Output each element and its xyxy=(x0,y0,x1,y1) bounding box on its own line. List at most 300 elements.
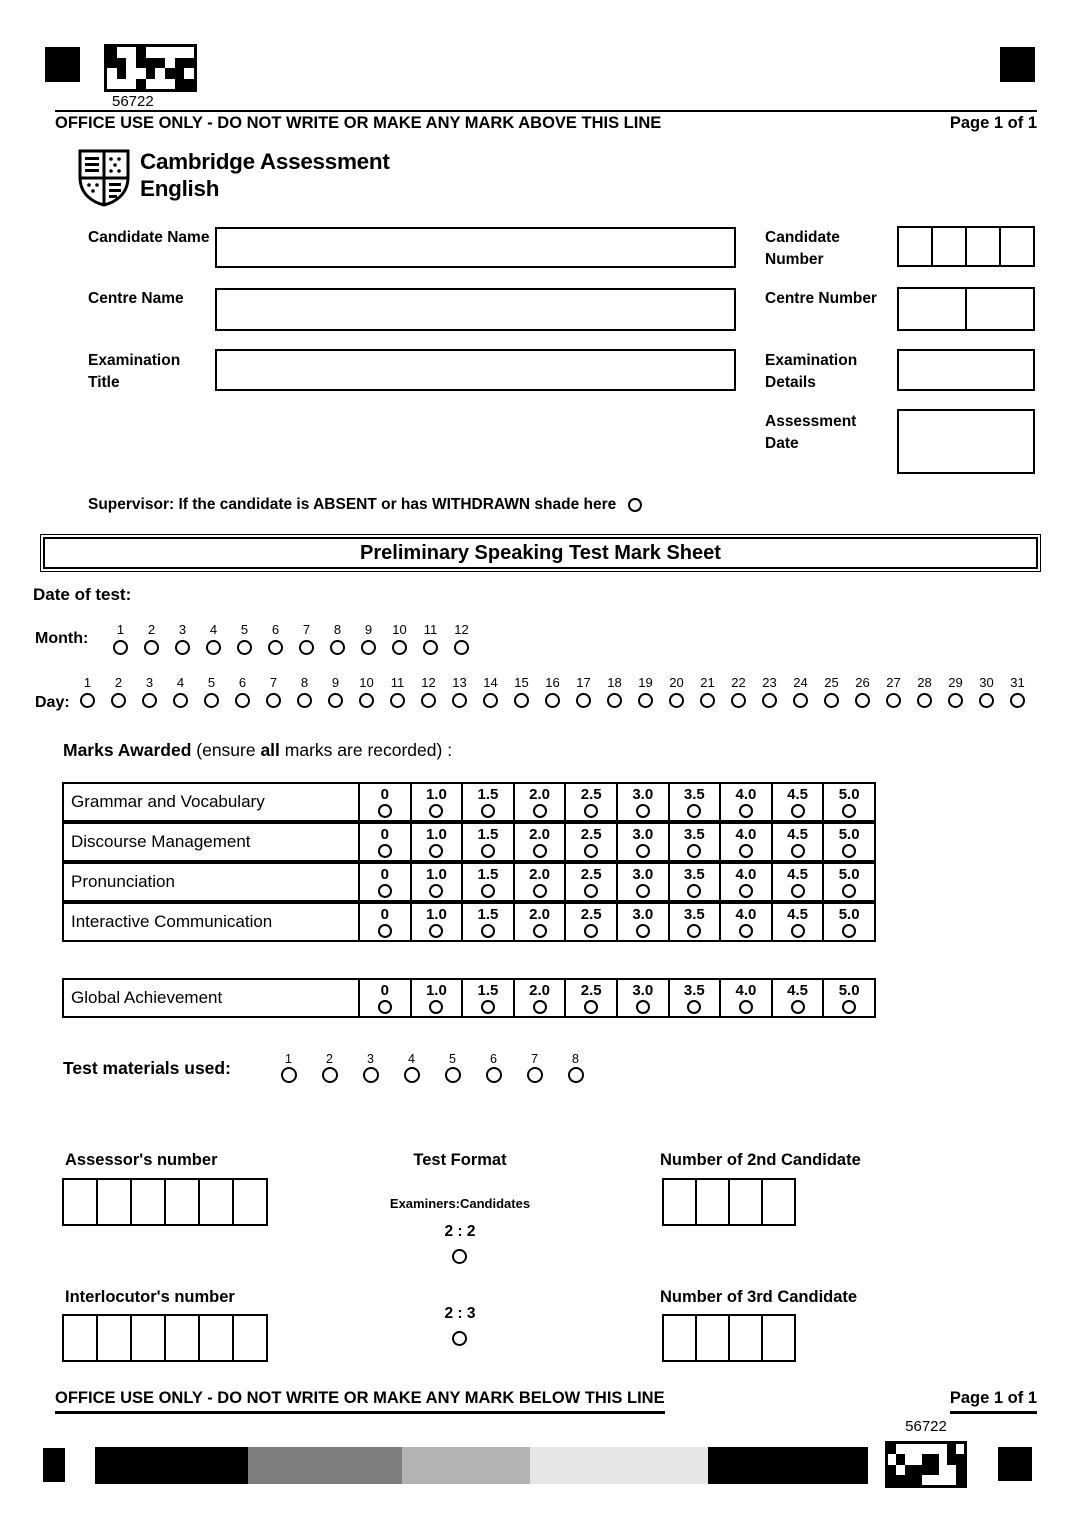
mark-value-label: 0 xyxy=(380,785,389,803)
assessor-number-grid xyxy=(62,1178,268,1226)
form-title-banner xyxy=(40,534,1041,572)
month-bubble[interactable] xyxy=(299,640,314,655)
day-option xyxy=(506,676,537,708)
office-use-top-row xyxy=(55,114,1037,133)
mark-bubble[interactable] xyxy=(687,924,701,938)
mark-bubble[interactable] xyxy=(687,1000,701,1014)
format-2-3-bubble[interactable] xyxy=(452,1331,467,1346)
grayscale-segment xyxy=(43,1448,65,1482)
month-number-label: 6 xyxy=(271,622,280,637)
mark-value-label: 2.5 xyxy=(580,825,602,843)
assessment-date-box[interactable] xyxy=(897,409,1035,474)
day-option xyxy=(754,676,785,708)
centre-number-cell[interactable] xyxy=(967,289,1033,329)
mark-option xyxy=(566,824,618,860)
day-bubble[interactable] xyxy=(979,693,994,708)
mark-bubble[interactable] xyxy=(791,884,805,898)
barcode-module xyxy=(155,79,165,90)
month-bubble[interactable] xyxy=(361,640,376,655)
mark-option xyxy=(670,980,722,1016)
mark-bubble[interactable] xyxy=(739,1000,753,1014)
form-code-top: 56722 xyxy=(112,93,154,110)
day-option xyxy=(134,676,165,708)
barcode-module xyxy=(126,58,136,69)
assessor-number-cell[interactable] xyxy=(234,1180,266,1224)
day-bubble[interactable] xyxy=(297,693,312,708)
barcode-module xyxy=(107,68,117,79)
mark-option xyxy=(412,824,464,860)
centre-name-box[interactable] xyxy=(215,288,736,331)
day-option xyxy=(227,676,258,708)
mark-value-label: 1.5 xyxy=(477,981,499,999)
month-bubble[interactable] xyxy=(144,640,159,655)
day-number-label: 11 xyxy=(390,675,405,690)
barcode-module xyxy=(155,68,165,79)
month-option xyxy=(105,623,136,655)
barcode-module xyxy=(117,79,127,90)
mark-value-label: 3.0 xyxy=(632,825,654,843)
month-bubble[interactable] xyxy=(392,640,407,655)
interlocutor-number-cell[interactable] xyxy=(166,1316,200,1360)
mark-option xyxy=(412,904,464,940)
month-bubble[interactable] xyxy=(423,640,438,655)
mark-bubble[interactable] xyxy=(429,804,443,818)
mark-bubble[interactable] xyxy=(533,884,547,898)
test-material-bubble[interactable] xyxy=(363,1067,379,1083)
day-bubble[interactable] xyxy=(638,693,653,708)
assessor-number-cell[interactable] xyxy=(98,1180,132,1224)
interlocutor-number-cell[interactable] xyxy=(132,1316,166,1360)
day-bubble[interactable] xyxy=(669,693,684,708)
barcode-module xyxy=(117,68,127,79)
criterion-label: Pronunciation xyxy=(64,864,360,900)
barcode-module xyxy=(184,79,194,90)
day-number-label: 24 xyxy=(793,675,808,690)
day-number-label: 14 xyxy=(483,675,498,690)
candidate-number-cell[interactable] xyxy=(899,228,933,265)
day-number-label: 18 xyxy=(607,675,622,690)
format-2-2-bubble[interactable] xyxy=(452,1249,467,1264)
mark-value-label: 1.5 xyxy=(477,865,499,883)
mark-bubble[interactable] xyxy=(584,924,598,938)
month-bubble[interactable] xyxy=(175,640,190,655)
barcode-module xyxy=(175,79,185,90)
second-candidate-number-label: Number of 2nd Candidate xyxy=(660,1151,861,1169)
third-candidate-number-cell[interactable] xyxy=(763,1316,794,1360)
mark-bubble[interactable] xyxy=(791,844,805,858)
day-bubble[interactable] xyxy=(824,693,839,708)
mark-bubble[interactable] xyxy=(791,804,805,818)
day-bubble[interactable] xyxy=(111,693,126,708)
mark-value-label: 3.5 xyxy=(683,785,705,803)
second-candidate-number-grid xyxy=(662,1178,796,1226)
barcode-module xyxy=(165,47,175,58)
day-bubble[interactable] xyxy=(793,693,808,708)
mark-value-label: 3.0 xyxy=(632,905,654,923)
mark-bubble[interactable] xyxy=(378,844,392,858)
day-number-label: 17 xyxy=(576,675,591,690)
day-bubble[interactable] xyxy=(731,693,746,708)
test-material-option xyxy=(350,1052,391,1083)
mark-value-label: 2.0 xyxy=(529,905,550,923)
mark-bubble[interactable] xyxy=(842,844,856,858)
mark-option xyxy=(515,824,567,860)
mark-bubble[interactable] xyxy=(481,844,495,858)
day-number-label: 28 xyxy=(917,675,932,690)
barcode-grid xyxy=(104,44,197,92)
mark-option xyxy=(515,904,567,940)
month-option xyxy=(229,623,260,655)
third-candidate-number-cell[interactable] xyxy=(697,1316,730,1360)
day-number-label: 5 xyxy=(207,675,216,690)
mark-bubble[interactable] xyxy=(842,884,856,898)
registration-square-bottom-right xyxy=(998,1447,1032,1481)
second-candidate-number-cell[interactable] xyxy=(697,1180,730,1224)
day-number-label: 6 xyxy=(238,675,247,690)
mark-bubble[interactable] xyxy=(842,1000,856,1014)
examination-title-label: Examination Title xyxy=(88,352,181,392)
test-material-bubble[interactable] xyxy=(445,1067,461,1083)
mark-value-label: 4.5 xyxy=(787,785,808,803)
barcode-module xyxy=(126,68,136,79)
interlocutor-number-cell[interactable] xyxy=(98,1316,132,1360)
mark-option xyxy=(515,864,567,900)
candidate-name-label: Candidate Name xyxy=(88,229,210,246)
mark-value-label: 4.5 xyxy=(787,865,808,883)
mark-option xyxy=(618,980,670,1016)
day-bubble[interactable] xyxy=(483,693,498,708)
mark-bubble[interactable] xyxy=(378,1000,392,1014)
supervisor-row xyxy=(88,496,642,514)
mark-value-label: 2.0 xyxy=(529,785,550,803)
day-bubble[interactable] xyxy=(855,693,870,708)
day-bubble[interactable] xyxy=(1010,693,1025,708)
grayscale-segment xyxy=(530,1447,708,1484)
grayscale-segment xyxy=(402,1447,530,1484)
mark-bubble[interactable] xyxy=(481,804,495,818)
month-option xyxy=(322,623,353,655)
test-material-bubble[interactable] xyxy=(281,1067,297,1083)
marks-heading-all: all xyxy=(260,740,280,760)
mark-bubble[interactable] xyxy=(533,804,547,818)
test-material-bubble[interactable] xyxy=(404,1067,420,1083)
marks-awarded-table xyxy=(62,782,876,942)
mark-option xyxy=(412,784,464,820)
second-candidate-number-cell[interactable] xyxy=(763,1180,794,1224)
examination-title-box[interactable] xyxy=(215,349,736,391)
day-bubble[interactable] xyxy=(359,693,374,708)
mark-bubble[interactable] xyxy=(378,924,392,938)
mark-option xyxy=(618,784,670,820)
criterion-label: Discourse Management xyxy=(64,824,360,860)
barcode-module xyxy=(136,47,146,58)
mark-value-label: 3.0 xyxy=(632,981,654,999)
month-number-label: 12 xyxy=(454,622,469,637)
day-bubble[interactable] xyxy=(421,693,436,708)
mark-value-label: 4.0 xyxy=(735,865,757,883)
mark-option xyxy=(670,864,722,900)
month-number-label: 1 xyxy=(116,622,125,637)
mark-bubble[interactable] xyxy=(429,1000,443,1014)
mark-bubble[interactable] xyxy=(842,924,856,938)
day-number-label: 30 xyxy=(979,675,994,690)
month-option xyxy=(136,623,167,655)
test-material-bubble[interactable] xyxy=(527,1067,543,1083)
test-material-number-label: 7 xyxy=(531,1052,538,1066)
day-bubble[interactable] xyxy=(173,693,188,708)
mark-bubble[interactable] xyxy=(429,924,443,938)
barcode-module xyxy=(175,68,185,79)
mark-bubble[interactable] xyxy=(636,804,650,818)
mark-bubble[interactable] xyxy=(429,884,443,898)
mark-option xyxy=(463,784,515,820)
mark-bubble[interactable] xyxy=(739,884,753,898)
mark-bubble[interactable] xyxy=(687,844,701,858)
month-option xyxy=(167,623,198,655)
month-bubble[interactable] xyxy=(113,640,128,655)
second-candidate-number-cell[interactable] xyxy=(730,1180,763,1224)
logo-line1: Cambridge Assessment xyxy=(140,149,390,174)
day-number-label: 3 xyxy=(145,675,154,690)
mark-bubble[interactable] xyxy=(481,924,495,938)
day-bubble[interactable] xyxy=(266,693,281,708)
month-bubble[interactable] xyxy=(268,640,283,655)
assessor-number-cell[interactable] xyxy=(132,1180,166,1224)
month-option xyxy=(291,623,322,655)
criterion-label: Grammar and Vocabulary xyxy=(64,784,360,820)
mark-bubble[interactable] xyxy=(636,924,650,938)
mark-value-label: 3.0 xyxy=(632,865,654,883)
centre-number-cell[interactable] xyxy=(899,289,967,329)
assessor-number-cell[interactable] xyxy=(64,1180,98,1224)
mark-value-label: 5.0 xyxy=(838,825,860,843)
mark-value-label: 4.0 xyxy=(735,981,757,999)
day-bubble[interactable] xyxy=(700,693,715,708)
mark-bubble[interactable] xyxy=(739,804,753,818)
third-candidate-number-label: Number of 3rd Candidate xyxy=(660,1288,858,1306)
day-option xyxy=(847,676,878,708)
mark-value-label: 1.0 xyxy=(425,905,447,923)
barcode-module xyxy=(146,68,156,79)
mark-value-label: 2.0 xyxy=(529,981,550,999)
mark-bubble[interactable] xyxy=(791,1000,805,1014)
day-option xyxy=(785,676,816,708)
form-code-bottom: 56722 xyxy=(905,1418,947,1435)
day-option xyxy=(382,676,413,708)
marks-row xyxy=(62,822,876,862)
day-bubble[interactable] xyxy=(390,693,405,708)
assessor-number-cell[interactable] xyxy=(166,1180,200,1224)
mark-value-label: 5.0 xyxy=(838,785,860,803)
grayscale-segment xyxy=(95,1447,248,1484)
day-bubble[interactable] xyxy=(948,693,963,708)
candidate-number-cell[interactable] xyxy=(967,228,1001,265)
candidate-number-label: Candidate Number xyxy=(765,229,840,269)
barcode-module xyxy=(107,58,117,69)
mark-bubble[interactable] xyxy=(584,1000,598,1014)
mark-bubble[interactable] xyxy=(584,844,598,858)
test-material-bubble[interactable] xyxy=(486,1067,502,1083)
test-format-label: Test Format xyxy=(413,1151,507,1169)
grayscale-segment xyxy=(248,1447,402,1484)
marks-row xyxy=(62,902,876,942)
interlocutor-number-cell[interactable] xyxy=(234,1316,266,1360)
day-bubble[interactable] xyxy=(886,693,901,708)
mark-option xyxy=(566,980,618,1016)
office-use-bottom-row xyxy=(55,1389,1037,1414)
mark-bubble[interactable] xyxy=(687,804,701,818)
office-use-top-rule xyxy=(55,110,1037,112)
mark-bubble[interactable] xyxy=(791,924,805,938)
day-number-label: 9 xyxy=(331,675,340,690)
barcode-module xyxy=(136,68,146,79)
mark-option xyxy=(360,824,412,860)
barcode-module xyxy=(165,79,175,90)
day-number-label: 16 xyxy=(545,675,560,690)
test-material-number-label: 8 xyxy=(572,1052,579,1066)
mark-bubble[interactable] xyxy=(584,884,598,898)
mark-bubble[interactable] xyxy=(533,844,547,858)
day-bubble[interactable] xyxy=(204,693,219,708)
mark-value-label: 5.0 xyxy=(838,865,860,883)
absent-withdrawn-bubble[interactable] xyxy=(628,498,642,512)
mark-bubble[interactable] xyxy=(481,884,495,898)
month-option xyxy=(415,623,446,655)
mark-option xyxy=(618,864,670,900)
month-bubble[interactable] xyxy=(206,640,221,655)
examination-details-box[interactable] xyxy=(897,349,1035,391)
day-bubble[interactable] xyxy=(328,693,343,708)
day-bubble[interactable] xyxy=(80,693,95,708)
mark-option xyxy=(515,784,567,820)
day-bubble[interactable] xyxy=(576,693,591,708)
form-barcode-top xyxy=(104,44,197,92)
centre-number-label: Centre Number xyxy=(765,290,877,307)
mark-option xyxy=(824,980,874,1016)
barcode-module xyxy=(146,58,156,69)
month-bubble[interactable] xyxy=(237,640,252,655)
third-candidate-number-cell[interactable] xyxy=(730,1316,763,1360)
day-label: Day: xyxy=(35,694,70,711)
month-option xyxy=(260,623,291,655)
test-material-bubble[interactable] xyxy=(568,1067,584,1083)
day-bubble[interactable] xyxy=(917,693,932,708)
day-number-label: 4 xyxy=(176,675,185,690)
mark-bubble[interactable] xyxy=(636,844,650,858)
month-number-label: 8 xyxy=(333,622,342,637)
month-number-label: 7 xyxy=(302,622,311,637)
test-material-number-label: 1 xyxy=(285,1052,292,1066)
interlocutor-number-cell[interactable] xyxy=(64,1316,98,1360)
test-material-option xyxy=(391,1052,432,1083)
third-candidate-number-cell[interactable] xyxy=(664,1316,697,1360)
day-bubble[interactable] xyxy=(452,693,467,708)
day-bubble[interactable] xyxy=(607,693,622,708)
second-candidate-number-cell[interactable] xyxy=(664,1180,697,1224)
day-option xyxy=(537,676,568,708)
mark-option xyxy=(773,824,825,860)
barcode-module xyxy=(107,47,117,58)
logo-line2: English xyxy=(140,175,220,201)
mark-option xyxy=(721,864,773,900)
mark-value-label: 4.5 xyxy=(787,825,808,843)
mark-value-label: 0 xyxy=(380,825,389,843)
day-number-label: 21 xyxy=(700,675,715,690)
month-option xyxy=(384,623,415,655)
month-bubble[interactable] xyxy=(330,640,345,655)
day-option xyxy=(320,676,351,708)
interlocutor-number-cell[interactable] xyxy=(200,1316,234,1360)
month-number-label: 5 xyxy=(240,622,249,637)
day-bubble[interactable] xyxy=(142,693,157,708)
barcode-module xyxy=(165,58,175,69)
day-bubble[interactable] xyxy=(762,693,777,708)
supervisor-instruction: Supervisor: If the candidate is ABSENT or has WITHDRAWN shade here xyxy=(88,496,617,513)
examination-details-label: Examination Details xyxy=(765,352,858,392)
mark-bubble[interactable] xyxy=(481,1000,495,1014)
mark-option xyxy=(515,980,567,1016)
day-number-label: 1 xyxy=(83,675,92,690)
mark-bubble[interactable] xyxy=(739,844,753,858)
cambridge-logo xyxy=(78,149,390,212)
day-option xyxy=(165,676,196,708)
day-number-label: 19 xyxy=(638,675,653,690)
barcode-module xyxy=(146,79,156,90)
mark-value-label: 1.0 xyxy=(425,825,447,843)
day-option xyxy=(103,676,134,708)
barcode-module xyxy=(117,58,127,69)
mark-value-label: 2.0 xyxy=(529,825,550,843)
day-bubble[interactable] xyxy=(545,693,560,708)
day-number-label: 31 xyxy=(1010,675,1025,690)
day-option xyxy=(692,676,723,708)
mark-value-label: 1.0 xyxy=(425,785,447,803)
mark-bubble[interactable] xyxy=(636,1000,650,1014)
mark-bubble[interactable] xyxy=(533,1000,547,1014)
mark-bubble[interactable] xyxy=(687,884,701,898)
barcode-module xyxy=(184,68,194,79)
day-number-label: 20 xyxy=(669,675,684,690)
day-bubble[interactable] xyxy=(514,693,529,708)
candidate-number-cell[interactable] xyxy=(933,228,967,265)
mark-option xyxy=(670,784,722,820)
mark-option xyxy=(360,864,412,900)
criterion-label: Interactive Communication xyxy=(64,904,360,940)
mark-bubble[interactable] xyxy=(378,884,392,898)
mark-option xyxy=(618,904,670,940)
mark-bubble[interactable] xyxy=(636,884,650,898)
candidate-name-box[interactable] xyxy=(215,227,736,268)
month-number-label: 11 xyxy=(423,622,438,637)
barcode-module xyxy=(175,58,185,69)
mark-bubble[interactable] xyxy=(533,924,547,938)
month-bubble[interactable] xyxy=(454,640,469,655)
day-bubble[interactable] xyxy=(235,693,250,708)
mark-bubble[interactable] xyxy=(842,804,856,818)
day-option xyxy=(413,676,444,708)
mark-bubble[interactable] xyxy=(584,804,598,818)
mark-bubble[interactable] xyxy=(429,844,443,858)
mark-bubble[interactable] xyxy=(378,804,392,818)
assessor-number-cell[interactable] xyxy=(200,1180,234,1224)
examiners-candidates-caption: Examiners:Candidates xyxy=(389,1196,531,1211)
month-number-label: 10 xyxy=(392,622,407,637)
month-bubble-row xyxy=(105,623,477,655)
day-option xyxy=(1002,676,1033,708)
mark-bubble[interactable] xyxy=(739,924,753,938)
test-material-bubble[interactable] xyxy=(322,1067,338,1083)
candidate-number-cell[interactable] xyxy=(1001,228,1033,265)
